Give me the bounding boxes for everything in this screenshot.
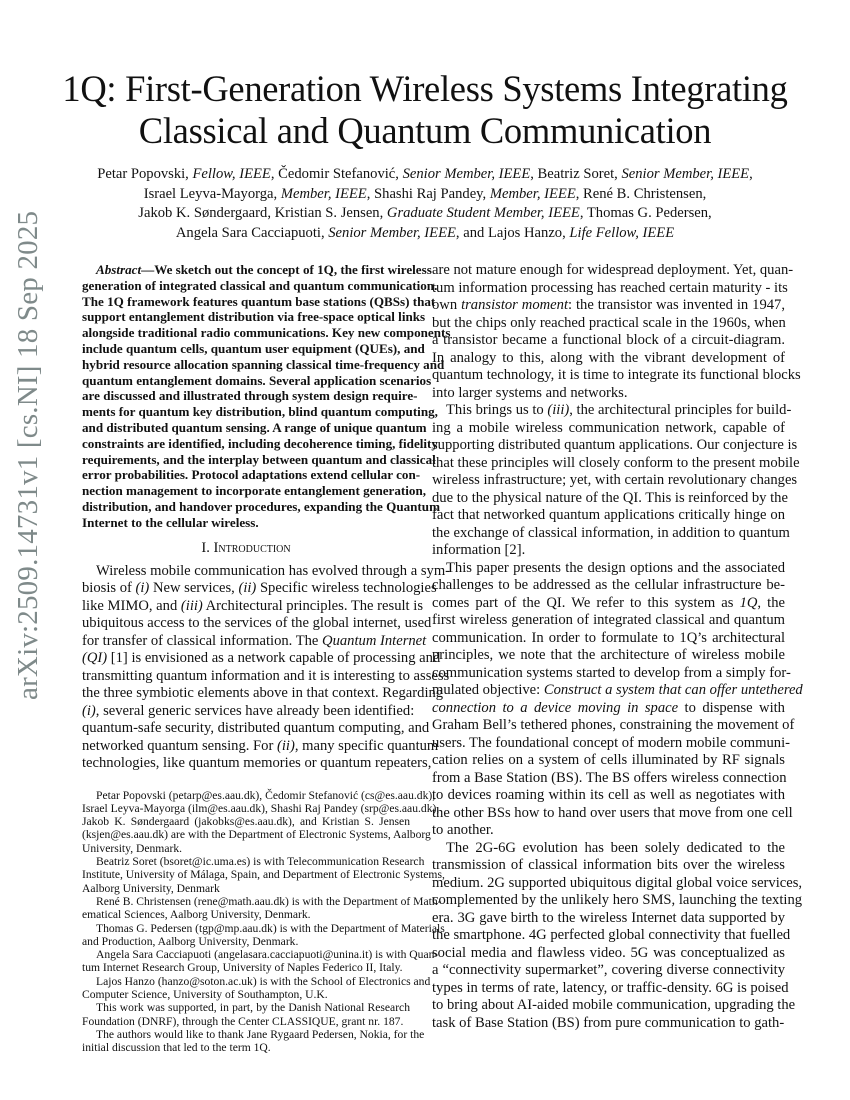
footnote-line: initial discussion that led to the term 1Q. <box>82 1041 271 1055</box>
text-run: , René B. Christensen, <box>575 185 707 202</box>
body-line <box>432 787 785 805</box>
text-run: Internet to the cellular wireless. <box>82 514 259 530</box>
text-run: [1] is envisioned as a network capable of processing and <box>107 650 441 667</box>
abstract-line <box>82 515 410 531</box>
footnote <box>82 788 440 855</box>
text-run: communication systems started to develop from a simply for- <box>432 664 791 681</box>
body-line <box>432 664 791 683</box>
text-run: , Shashi Raj Pandey, <box>366 185 490 202</box>
text-run: The 2G-6G evolution has been solely dedicated to the <box>446 839 785 856</box>
body-paragraph <box>432 402 800 560</box>
text-run: distribution, and handover procedures, expanding the Quantum <box>82 498 440 514</box>
text-run: comes part of the QI. We refer to this system as <box>432 594 740 611</box>
footnote-line: Computer Science, University of Southampton, U.K. <box>82 988 328 1001</box>
section-number: I. <box>201 539 214 556</box>
italic-text: Senior Member, IEEE <box>621 166 750 182</box>
text-run: information [2]. <box>432 542 526 558</box>
text-run: the other BSs how to hand over users that move from one cell <box>432 804 793 821</box>
body-line <box>432 770 785 788</box>
italic-text: Abstract <box>96 262 142 277</box>
body-line <box>82 685 444 703</box>
text-run: to devices roaming within its cell as well as negotiates with <box>432 787 785 803</box>
body-line <box>432 560 785 578</box>
text-run: : the transistor was invented in 1947, <box>568 297 785 313</box>
body-line <box>432 752 785 770</box>
body-line <box>432 402 792 420</box>
abstract-line <box>82 435 438 452</box>
abstract-line <box>82 498 440 515</box>
text-run: task of Base Station (BS) from pure communication to gath- <box>432 1014 785 1031</box>
text-run: constraints are identified, including decoherence timing, fidelity <box>82 435 438 451</box>
body-line <box>82 667 450 686</box>
body-line <box>432 507 785 525</box>
text-run: to another. <box>432 822 494 838</box>
text-run: New services, <box>149 580 239 597</box>
section-title: Introduction <box>213 539 291 556</box>
body-line <box>82 615 432 633</box>
body-line <box>432 437 798 455</box>
abstract-line <box>82 372 432 389</box>
text-run: first wireless generation of integrated classical and quantum <box>432 612 785 628</box>
body-line <box>432 892 803 910</box>
title-line: Classical and Quantum Communication <box>138 110 712 151</box>
footnote-line: Petar Popovski (petarp@es.aau.dk), Čedomir Stefanović (cs@es.aau.dk), <box>96 788 436 802</box>
footnote-line: and Production, Aalborg University, Denmark. <box>82 934 299 948</box>
text-run: , several generic services have already been identified: <box>95 702 415 719</box>
italic-text: (QI) <box>82 650 108 667</box>
text-run: are discussed and illustrated through system design require- <box>82 388 418 404</box>
body-line <box>432 262 794 280</box>
abstract-line <box>82 356 445 373</box>
text-run: ments for quantum key distribution, blind quantum computing, <box>82 404 438 420</box>
abstract-line <box>82 325 451 341</box>
footnote-line: Beatriz Soret (bsoret@ic.uma.es) is with Telecommunication Research <box>96 855 425 869</box>
text-run: the exchange of classical information, in addition to quantum <box>432 524 790 541</box>
text-run: to dispense with <box>678 699 785 716</box>
text-run: hybrid resource allocation spanning classical time-frequency and <box>82 356 445 372</box>
text-run: , Thomas G. Pedersen, <box>579 205 712 221</box>
body-line <box>432 350 785 368</box>
abstract-line <box>82 309 426 325</box>
author-line <box>40 185 810 205</box>
text-run: Israel Leyva-Mayorga, <box>143 185 281 202</box>
text-run: Wireless mobile communication has evolved through a sym- <box>96 562 451 579</box>
body-line <box>432 612 785 630</box>
body-line <box>432 1015 785 1033</box>
author-line <box>40 165 810 185</box>
body-line <box>432 979 789 998</box>
abstract-line <box>82 277 438 294</box>
abstract-line <box>82 262 432 278</box>
footnote-line: Angela Sara Cacciapuoti (angelasara.cacciapuoti@unina.it) is with Quan- <box>96 948 439 962</box>
italic-text: Senior Member, IEEE <box>328 224 456 241</box>
text-run: like MIMO, and <box>82 597 181 614</box>
text-run: , and Lajos Hanzo, <box>455 224 570 241</box>
text-run: users. The foundational concept of modern mobile communi- <box>432 734 790 751</box>
body-line <box>432 857 785 875</box>
text-run: , Čedomir Stefanović, <box>270 166 403 182</box>
text-run: quantum-safe security, distributed quantum computing, and <box>82 720 430 737</box>
italic-text: (i) <box>135 580 150 597</box>
text-run: medium. 2G supported ubiquitous digital global voice services, <box>432 874 803 891</box>
text-run: nection management to incorporate entanglement generation, <box>82 483 427 499</box>
text-run: but the chips only reached practical scale in the 1960s, when <box>432 314 786 331</box>
text-run: The 1Q framework features quantum base stations (QBSs) that <box>82 293 436 309</box>
italic-text: Member, IEEE <box>489 185 576 202</box>
text-run: cation relies on a system of cells illuminated by RF signals <box>432 752 785 768</box>
text-run: social media and flawless video. 5G was conceptualized as <box>432 944 785 961</box>
text-run: This brings us to <box>446 402 548 418</box>
body-line <box>82 562 451 581</box>
text-run: ing a mobile wireless communication network, capable of <box>432 419 785 436</box>
body-line <box>82 702 415 721</box>
abstract-line <box>82 483 427 499</box>
body-line <box>432 734 790 753</box>
text-run: types in terms of rate, latency, or traffic-density. 6G is poised <box>432 979 789 996</box>
italic-text: Graduate Student Member, IEEE <box>386 205 580 221</box>
text-run: that these principles will closely conform to the present mobile <box>432 454 800 471</box>
body-line <box>82 580 437 598</box>
italic-text: (ii) <box>238 580 257 597</box>
text-run: include quantum cells, quantum user equipment (QUEs), and <box>82 340 425 356</box>
body-line <box>82 755 432 773</box>
text-run: fact that networked quantum applications critically hinge on <box>432 507 785 523</box>
abstract-line <box>82 404 438 420</box>
text-run: biosis of <box>82 580 136 597</box>
body-line <box>432 927 791 945</box>
text-run: —We sketch out the concept of 1Q, the first wireless <box>141 262 432 277</box>
text-run: a transistor became a functional block of a circuit-diagram. <box>432 332 785 348</box>
body-line <box>432 840 785 858</box>
footnote-line: Israel Leyva-Mayorga (ilm@es.aau.dk), Shashi Raj Pandey (srp@es.aau.dk), <box>82 801 440 815</box>
footnote-line: tum Internet Research Group, University of Naples Federico II, Italy. <box>82 961 403 975</box>
footnote-line: Institute, University of Málaga, Spain, and Department of Electronic Systems, <box>82 868 445 882</box>
body-line <box>432 489 788 508</box>
text-run: quantum entanglement domains. Several application scenarios <box>82 372 432 388</box>
footnote <box>82 948 439 975</box>
text-run: transmission of classical information bits over the wireless <box>432 857 785 873</box>
text-run: complemented by the unlikely hero SMS, launching the texting <box>432 892 803 908</box>
text-run: support entanglement distribution via free-space optical links <box>82 309 426 325</box>
text-run: , Beatriz Soret, <box>530 166 622 182</box>
footnote <box>82 1027 425 1055</box>
italic-text: (i) <box>82 702 96 719</box>
text-run: , <box>749 166 753 182</box>
footnote-line: Jakob K. Søndergaard (jakobks@es.aau.dk), and Kristian S. Jensen <box>82 815 410 829</box>
text-run: , the <box>757 594 785 611</box>
text-run: This paper presents the design options and the associated <box>446 559 785 576</box>
body-paragraph <box>432 839 803 1033</box>
text-run: alongside traditional radio communications. Key new components <box>82 325 451 341</box>
body-line <box>82 650 441 668</box>
body-line <box>432 700 785 718</box>
italic-text: (ii) <box>276 737 295 754</box>
footnote-line: University, Denmark. <box>82 841 183 855</box>
body-paragraph <box>432 559 803 840</box>
body-line <box>432 945 785 963</box>
abstract-line <box>82 293 436 310</box>
italic-text: Senior Member, IEEE <box>402 166 531 182</box>
text-run: Petar Popovski, <box>97 166 193 182</box>
author-list <box>40 165 810 243</box>
text-run: requirements, and the interplay between quantum and classical <box>82 451 436 467</box>
body-line <box>432 524 790 543</box>
text-run: , many specific quantum <box>294 737 439 754</box>
body-line <box>432 577 785 595</box>
footnote-line: Lajos Hanzo (hanzo@soton.ac.uk) is with the School of Electronics and <box>96 974 431 988</box>
text-run: principles, we note that the architecture of wireless mobile <box>432 647 785 663</box>
body-line <box>432 332 785 350</box>
italic-text: (iii) <box>547 402 570 418</box>
footnote <box>82 855 445 895</box>
abstract-line <box>82 467 421 483</box>
body-line <box>432 595 785 613</box>
body-paragraph <box>432 262 801 402</box>
text-run: In analogy to this, along with the vibrant development of <box>432 349 785 366</box>
body-line <box>432 874 803 893</box>
italic-text: (iii) <box>180 597 203 614</box>
body-line <box>432 910 785 928</box>
body-line <box>82 737 439 756</box>
section-heading-introduction <box>82 539 410 557</box>
text-run: the smartphone. 4G perfected global connectivity that fuelled <box>432 927 791 943</box>
body-line <box>432 997 796 1015</box>
text-run: own <box>432 297 462 313</box>
text-run: error probabilities. Protocol adaptations extend cellular con- <box>82 467 421 483</box>
body-line <box>432 367 801 385</box>
arxiv-identifier-stamp: arXiv:2509.14731v1 [cs.NI] 18 Sep 2025 <box>12 210 44 700</box>
text-run: , the architectural principles for build- <box>569 402 792 418</box>
text-run: wireless infrastructure; yet, with certain revolutionary changes <box>432 472 798 488</box>
body-line <box>432 630 785 648</box>
italic-text: Member, IEEE <box>280 185 367 202</box>
text-run: from a Base Station (BS). The BS offers wireless connection <box>432 769 787 786</box>
body-line <box>432 717 795 735</box>
footnote-line: (ksjen@es.aau.dk) are with the Department of Electronic Systems, Aalborg <box>82 828 431 842</box>
text-run: supporting distributed quantum applications. Our conjecture is <box>432 437 798 453</box>
text-run: Jakob K. Søndergaard, Kristian S. Jensen, <box>138 205 387 221</box>
text-run: into larger systems and networks. <box>432 384 628 401</box>
paper-title <box>40 68 810 152</box>
text-run: Graham Bell’s tethered phones, constraining the movement of <box>432 717 795 733</box>
text-run: transmitting quantum information and it is interesting to assess <box>82 667 450 684</box>
right-column <box>432 262 803 1032</box>
italic-text: Life Fellow, IEEE <box>569 224 675 241</box>
body-line <box>432 472 798 490</box>
body-line <box>82 632 427 651</box>
text-run: Architectural principles. The result is <box>202 597 423 614</box>
footnote <box>82 921 445 949</box>
body-line <box>432 542 785 560</box>
intro-paragraph <box>82 562 451 773</box>
author-line <box>40 224 810 244</box>
abstract-line <box>82 419 427 436</box>
text-run: due to the physical nature of the QI. This is reinforced by the <box>432 489 788 506</box>
text-run: and distributed quantum sensing. A range of unique quantum <box>82 419 427 435</box>
body-line <box>432 454 800 473</box>
footnotes <box>82 788 445 1055</box>
italic-text: connection to a device moving in space <box>432 699 679 716</box>
body-line <box>432 962 785 980</box>
text-run: to bring about AI-aided mobile communication, upgrading the <box>432 997 796 1013</box>
abstract-line <box>82 340 425 357</box>
footnote <box>82 894 442 922</box>
body-line <box>432 647 785 665</box>
text-run: Angela Sara Cacciapuoti, <box>175 224 329 241</box>
body-line <box>432 822 785 840</box>
footnote-line: Foundation (DNRF), through the Center CLASSIQUE, grant nr. 187. <box>82 1014 404 1028</box>
text-run: technologies, like quantum memories or quantum repeaters, <box>82 755 432 772</box>
footnote-line: This work was supported, in part, by the Danish National Research <box>96 1001 410 1015</box>
italic-text: transistor moment <box>461 297 568 313</box>
body-line <box>82 720 430 738</box>
text-run: era. 3G gave birth to the wireless Internet data supported by <box>432 909 785 926</box>
footnote-line: Thomas G. Pedersen (tgp@mp.aau.dk) is with the Department of Materials <box>96 921 445 935</box>
text-run: mulated objective: <box>432 682 544 698</box>
italic-text: Fellow, IEEE <box>192 166 271 182</box>
footnote-line: René B. Christensen (rene@math.aau.dk) is with the Department of Math- <box>96 894 442 908</box>
text-run: tum information processing has reached certain maturity - its <box>432 279 788 296</box>
footnote <box>82 974 431 1002</box>
italic-text: Construct a system that can offer untethered <box>543 682 803 698</box>
body-line <box>82 597 423 616</box>
author-line <box>40 204 810 224</box>
text-run: generation of integrated classical and quantum communication. <box>82 277 438 293</box>
footnote <box>82 1001 410 1028</box>
text-run: communication. In order to formulate to 1Q’s architectural <box>432 629 785 646</box>
body-line <box>432 385 785 403</box>
text-run: Specific wireless technologies <box>256 580 437 597</box>
text-run: the three symbiotic elements above in that context. Regarding <box>82 685 444 702</box>
title-line: 1Q: First-Generation Wireless Systems Integrating <box>62 68 788 109</box>
body-line <box>432 315 785 333</box>
abstract-line <box>82 451 436 468</box>
text-run: challenges to be addressed as the cellular infrastructure be- <box>432 577 785 593</box>
abstract-line <box>82 388 418 404</box>
italic-text: 1Q <box>739 594 758 611</box>
footnote-line: Aalborg University, Denmark <box>82 881 220 895</box>
text-run: are not mature enough for widespread deployment. Yet, quan- <box>432 262 794 278</box>
text-run: ubiquitous access to the services of the global internet, used <box>82 615 432 632</box>
footnote-line: The authors would like to thank Jane Rygaard Pedersen, Nokia, for the <box>96 1027 425 1041</box>
body-line <box>432 279 788 298</box>
body-line <box>432 682 803 700</box>
text-run: for transfer of classical information. The <box>82 632 323 649</box>
italic-text: Quantum Internet <box>322 632 427 649</box>
body-line <box>432 297 785 315</box>
body-line <box>432 804 793 823</box>
text-run: a “connectivity supermarket”, covering diverse connectivity <box>432 962 785 978</box>
text-run: networked quantum sensing. For <box>82 737 277 754</box>
body-line <box>432 420 785 438</box>
footnote-line: ematical Sciences, Aalborg University, Denmark. <box>82 908 311 922</box>
text-run: quantum technology, it is time to integrate its functional blocks <box>432 367 801 383</box>
